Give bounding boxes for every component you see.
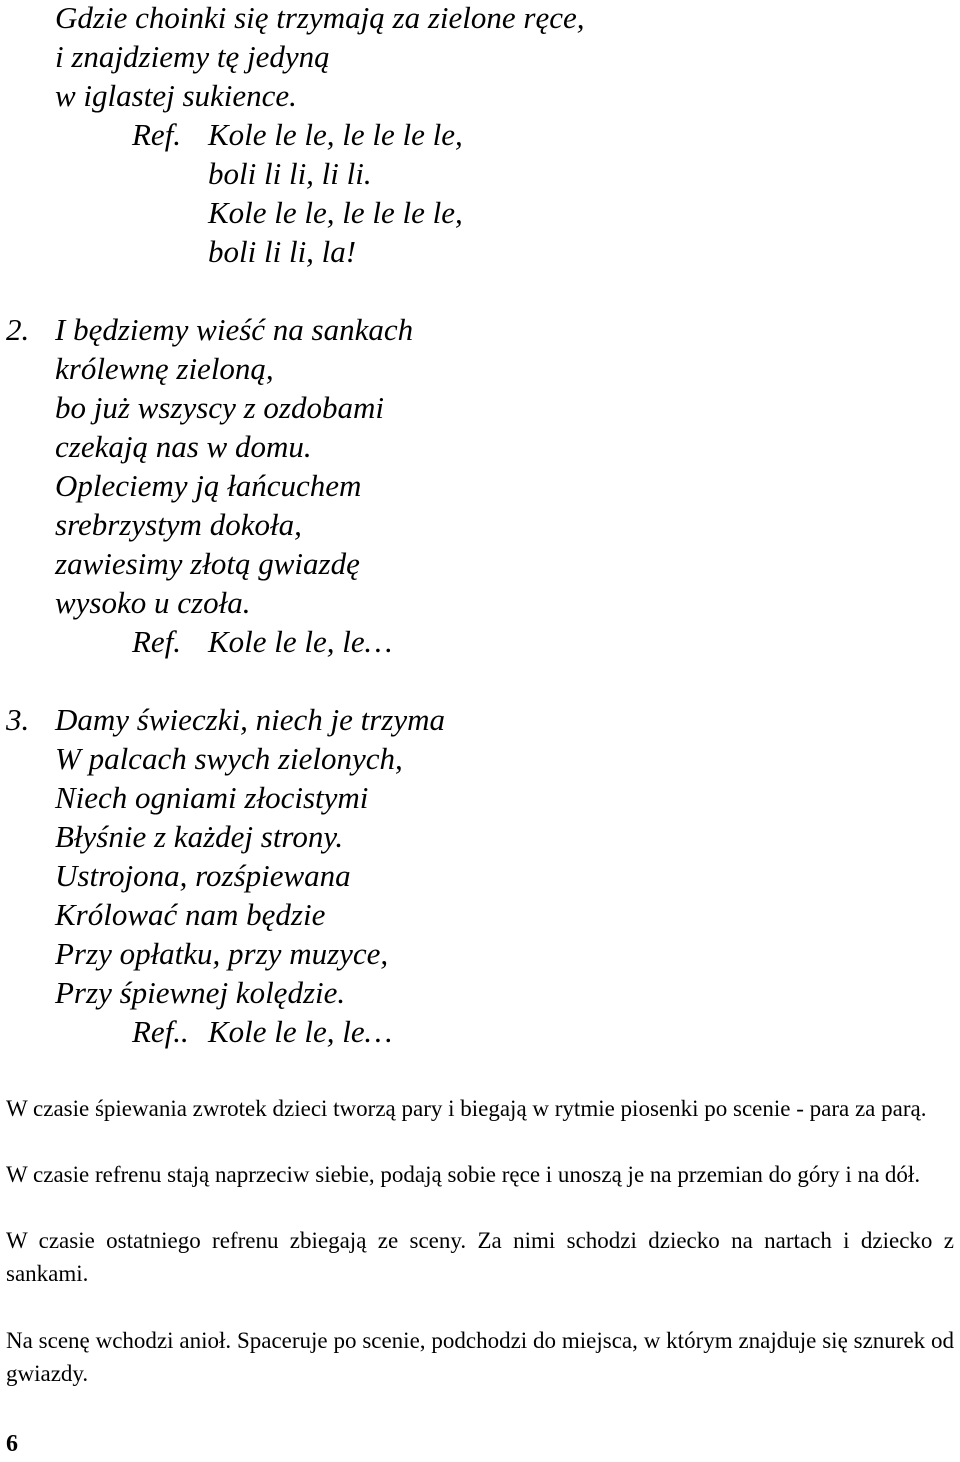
verse2-line-8: wysoko u czoła.	[55, 585, 251, 620]
page-number: 6	[6, 1431, 18, 1457]
verse2-refrain-label: Ref.	[132, 624, 182, 659]
verse3-number: 3.	[6, 702, 30, 737]
verse3-line-6: Królować nam będzie	[55, 897, 326, 932]
verse2-refrain-text: Kole le le, le…	[208, 624, 393, 659]
stage-direction-3: W czasie ostatniego refrenu zbiegają ze sceny. Za nimi schodzi dziecko na nartach i dziecko z sankami.	[6, 1228, 954, 1286]
stage-direction-1: W czasie śpiewania zwrotek dzieci tworzą pary i biegają w rytmie piosenki po scenie - para za parą.	[6, 1096, 927, 1121]
verse1-line-1: Gdzie choinki się trzymają za zielone ręce,	[55, 0, 585, 35]
verse3-line-8: Przy śpiewnej kolędzie.	[55, 975, 346, 1010]
verse1-line-2: i znajdziemy tę jedyną	[55, 39, 330, 74]
verse3-line-4: Błyśnie z każdej strony.	[55, 819, 344, 854]
refrain-line-1: Kole le le, le le le le,	[208, 117, 463, 152]
verse3-line-1: Damy świeczki, niech je trzyma	[55, 702, 445, 737]
refrain-line-3: Kole le le, le le le le,	[208, 195, 463, 230]
stage-direction-2: W czasie refrenu stają naprzeciw siebie, podają sobie ręce i unoszą je na przemian do góry i na dół.	[6, 1162, 921, 1187]
verse1-line-3: w iglastej sukience.	[55, 78, 297, 113]
stage-direction-4: Na scenę wchodzi anioł. Spaceruje po scenie, podchodzi do miejsca, w którym znajduje się sznurek od gwiazdy.	[6, 1328, 954, 1386]
verse2-line-7: zawiesimy złotą gwiazdę	[55, 546, 360, 581]
refrain-line-2: boli li li, li li.	[208, 156, 372, 191]
verse3-line-7: Przy opłatku, przy muzyce,	[55, 936, 389, 971]
refrain-label: Ref.	[132, 117, 182, 152]
verse3-line-5: Ustrojona, rozśpiewana	[55, 858, 351, 893]
verse2-line-4: czekają nas w domu.	[55, 429, 312, 464]
verse2-line-2: królewnę zieloną,	[55, 351, 274, 386]
verse3-refrain-text: Kole le le, le…	[208, 1014, 393, 1049]
verse2-number: 2.	[6, 312, 30, 347]
verse3-line-2: W palcach swych zielonych,	[55, 741, 403, 776]
verse3-line-3: Niech ogniami złocistymi	[55, 780, 369, 815]
verse3-refrain-label: Ref..	[132, 1014, 189, 1049]
verse2-line-1: I będziemy wieść na sankach	[55, 312, 414, 347]
verse2-line-6: srebrzystym dokoła,	[55, 507, 302, 542]
refrain-line-4: boli li li, la!	[208, 234, 357, 269]
verse2-line-5: Opleciemy ją łańcuchem	[55, 468, 362, 503]
verse2-line-3: bo już wszyscy z ozdobami	[55, 390, 384, 425]
